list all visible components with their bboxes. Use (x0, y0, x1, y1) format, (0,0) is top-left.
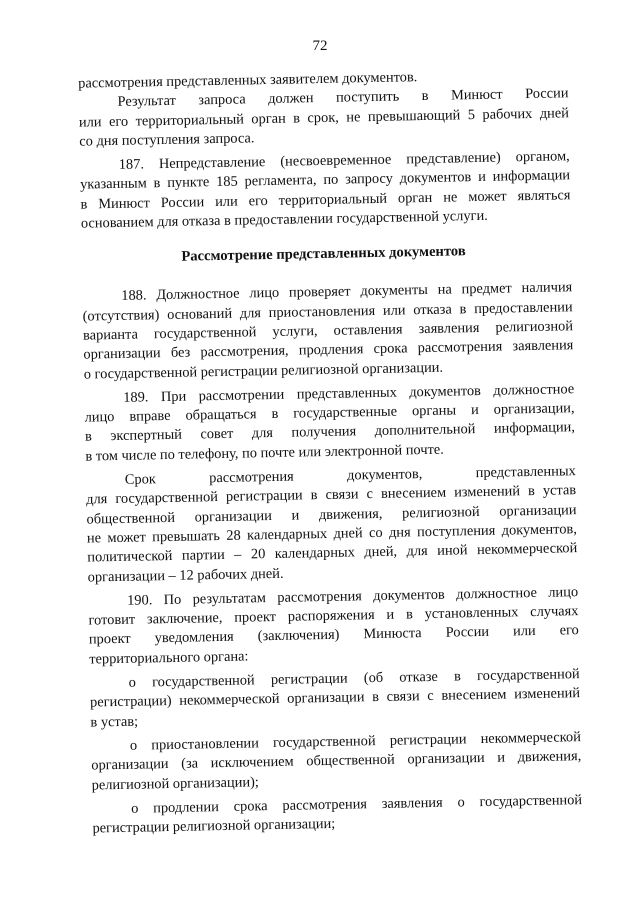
text-line: территориального органа: (89, 648, 249, 668)
document-body (0, 64, 640, 841)
text-line: о государственной регистрации религиозной организации. (83, 359, 444, 383)
text-line: общественной организации и движения, религиозной организации (86, 501, 577, 528)
text-line: 188. Должностное лицо проверяет документы на предмет наличия (121, 279, 573, 305)
text-line: религиозной организации); (91, 773, 260, 794)
text-line: в экспертный совет для получения дополнительной информации, (84, 419, 576, 446)
text-line: о государственной регистрации (об отказе в государственной (128, 666, 580, 691)
text-line: Срок рассмотрения документов, представленных (124, 463, 576, 488)
text-line: организации – 12 рабочих дней. (87, 565, 284, 586)
text-line: в том числе по телефону, по почте или электронной почте. (85, 441, 444, 465)
text-line: готовит заключение, проект распоряжения и в установленных случаях (88, 603, 579, 629)
text-line: Результат запроса должен поступить в Минюст России (117, 85, 569, 111)
text-line: 190. По результатам рассмотрения документов должностное лицо (126, 583, 579, 609)
text-line: для государственной регистрации в связи с внесением изменений в устав (86, 482, 577, 508)
section-heading: Рассмотрение представленных документов (181, 243, 466, 266)
text-line: лицо вправе обращаться в государственные органы и организации, (84, 400, 575, 426)
text-line: политической партии – 20 календарных дней, для иной некоммерческой (87, 540, 578, 566)
text-line: о приостановлении государственной регистрации некоммерческой (129, 729, 582, 754)
text-line: организации (за исключением общественной организации и движения, (91, 748, 582, 774)
page-number: 72 (312, 38, 328, 54)
text-line: регистрации религиозной организации; (92, 815, 336, 837)
text-line: 189. При рассмотрении представленных документов должностное (123, 381, 575, 406)
text-line: 187. Непредставление (несвоевременное представление) органом, (118, 148, 570, 174)
text-line: или его территориальный орган в срок, не превышающий 5 рабочих дней (78, 104, 570, 131)
text-line: организации без рассмотрения, продления срока рассмотрения заявления (83, 337, 574, 363)
text-line: в Минюст России или его территориальный орган не может являться (80, 186, 571, 213)
text-line: варианта государственной услуги, оставления заявления религиозной (82, 318, 574, 344)
text-line: указанным в пункте 185 регламента, по запросу документов и информации (80, 167, 571, 194)
text-line: (отсутствия) оснований для приостановления или отказа в предоставлении (82, 298, 573, 325)
text-line: регистрации) некоммерческой организации в связи с внесением изменений (89, 685, 581, 711)
text-line: в устав; (90, 713, 139, 731)
text-line: проект уведомления (заключения) Минюста России или его (88, 622, 579, 648)
text-line: рассмотрения представленных заявителем документов. (78, 69, 418, 92)
text-line: основанием для отказа в предоставлении государственной услуги. (80, 207, 488, 232)
text-line: со дня поступления запроса. (79, 130, 255, 150)
text-line: не может превышать 28 календарных дней со дня поступления документов, (86, 521, 578, 547)
text-line: о продлении срока рассмотрения заявления о государственной (130, 791, 583, 817)
